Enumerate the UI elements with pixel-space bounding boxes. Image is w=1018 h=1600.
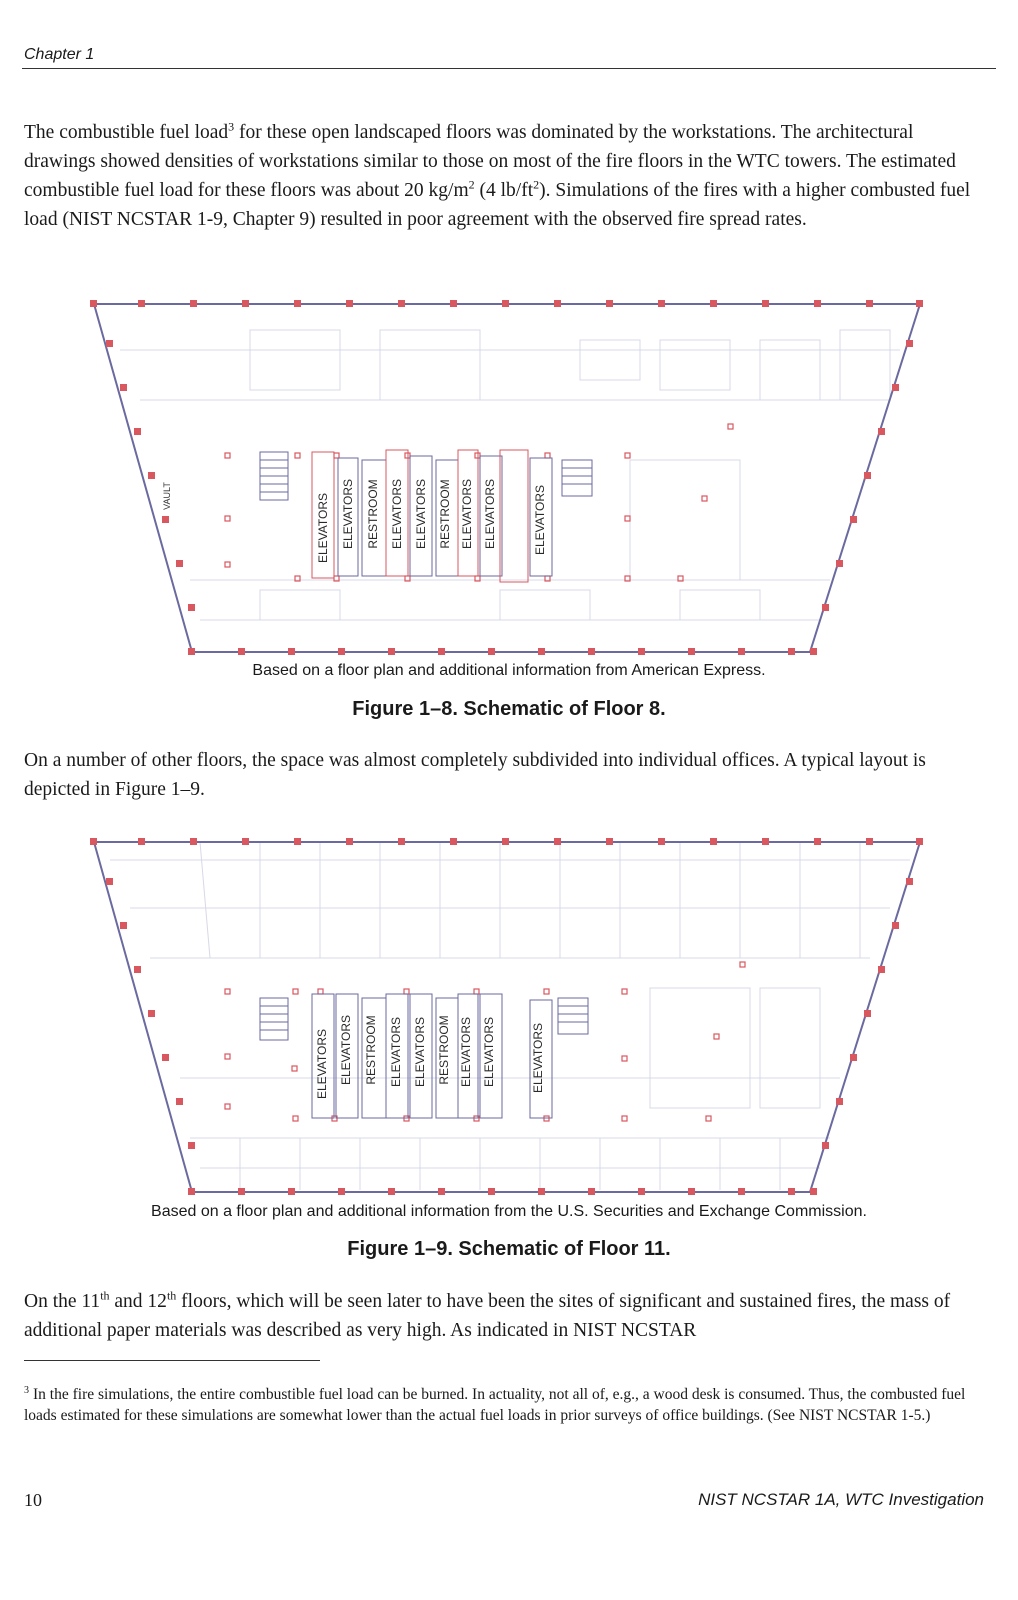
core-label-5: ELEVATORS [414, 478, 428, 550]
core-label-1: ELEVATORS [315, 1028, 329, 1100]
footnote-3 [24, 1380, 984, 1426]
p3-text-a: On the 11 [24, 1291, 101, 1312]
running-footer-publication: NIST NCSTAR 1A, WTC Investigation [698, 1490, 984, 1509]
core-label-7: ELEVATORS [460, 478, 474, 550]
p3-superscript-1: th [100, 1288, 110, 1303]
page-number: 10 [24, 1490, 42, 1510]
p1-text-d: ). Simulations of the fires with a higher combusted fuel load (NIST NCSTAR 1-9, Chapter 9) resulted in poor agreement with the observed fire spread rates. [24, 180, 971, 230]
floor-11-plan [80, 838, 940, 1198]
core-label-4: ELEVATORS [389, 1016, 403, 1088]
core-label-9: ELEVATORS [531, 1022, 545, 1094]
core-label-8: ELEVATORS [482, 1016, 496, 1088]
core-label-6: RESTROOM [437, 1015, 451, 1085]
p1-text-a: The combustible fuel load [24, 122, 229, 143]
paragraph-paper-materials [24, 1287, 984, 1345]
core-columns [225, 424, 733, 581]
footnote-mark: 3 [24, 1385, 29, 1396]
figure-1-9-source: Based on a floor plan and additional information from the U.S. Securities and Exchange Commission. [151, 1203, 867, 1220]
footnote-rule [24, 1360, 320, 1361]
p3-text-c: floors, which will be seen later to have been the sites of significant and sustained fires, the mass of additional paper materials was described as very high. As indicated in NIST NCSTAR [24, 1291, 951, 1341]
running-header-chapter: Chapter 1 [24, 46, 95, 63]
stair-block-right [558, 998, 588, 1034]
paragraph-fuel-load [24, 118, 984, 234]
stair-block-right [562, 460, 592, 496]
perimeter-columns [90, 300, 923, 655]
core-label-6: RESTROOM [438, 479, 452, 549]
faint-office-grid [120, 330, 900, 620]
vault-label: VAULT [162, 482, 172, 510]
core-label-1: ELEVATORS [316, 492, 330, 564]
core-label-8: ELEVATORS [483, 478, 497, 550]
stair-block-left [260, 998, 288, 1040]
header-rule [22, 68, 996, 69]
stair-block-left [260, 452, 288, 500]
floor-8-plan [80, 300, 940, 660]
floor-outline [94, 842, 920, 1192]
core-label-5: ELEVATORS [413, 1016, 427, 1088]
core-label-4: ELEVATORS [390, 478, 404, 550]
p1-text-b: for these open landscaped floors was dominated by the workstations. The architectural drawings showed densities of workstations similar to those on most of the fire floors in the WTC towers. The estimated combustible fuel load for these floors was about 20 kg/m [24, 122, 956, 201]
core-label-2: ELEVATORS [339, 1014, 353, 1086]
p1-superscript-1: 2 [468, 177, 475, 192]
p1-text-c: (4 lb/ft [474, 180, 534, 201]
figure-1-9-caption: Figure 1–9. Schematic of Floor 11. [347, 1238, 671, 1260]
core-labels [315, 1015, 545, 1099]
p3-superscript-2: th [166, 1288, 177, 1303]
p3-text-b: and 12 [109, 1291, 167, 1312]
core-label-9: ELEVATORS [533, 484, 547, 556]
footnote-text: In the fire simulations, the entire combustible fuel load can be burned. In actuality, not all of, e.g., a wood desk is consumed. Thus, the combusted fuel loads estimated for these simulations are somewhat lower than the actual fuel loads in prior surveys of office buildings. (See NIST NCSTAR 1-5.) [24, 1386, 966, 1425]
footnote-ref-3[interactable]: 3 [228, 119, 235, 134]
core-label-2: ELEVATORS [341, 478, 355, 550]
faint-office-grid [110, 842, 910, 1190]
perimeter-columns [90, 838, 923, 1195]
paragraph-offices: On a number of other floors, the space was almost completely subdivided into individual offices. A typical layout is depicted in Figure 1–9. [24, 750, 926, 800]
figure-1-8-source: Based on a floor plan and additional information from American Express. [252, 662, 766, 679]
core-label-3: RESTROOM [366, 479, 380, 549]
floor-outline [94, 304, 920, 652]
p1-superscript-2: 2 [533, 177, 540, 192]
core-label-3: RESTROOM [364, 1015, 378, 1085]
figure-1-8-caption: Figure 1–8. Schematic of Floor 8. [352, 698, 666, 720]
core-label-7: ELEVATORS [459, 1016, 473, 1088]
